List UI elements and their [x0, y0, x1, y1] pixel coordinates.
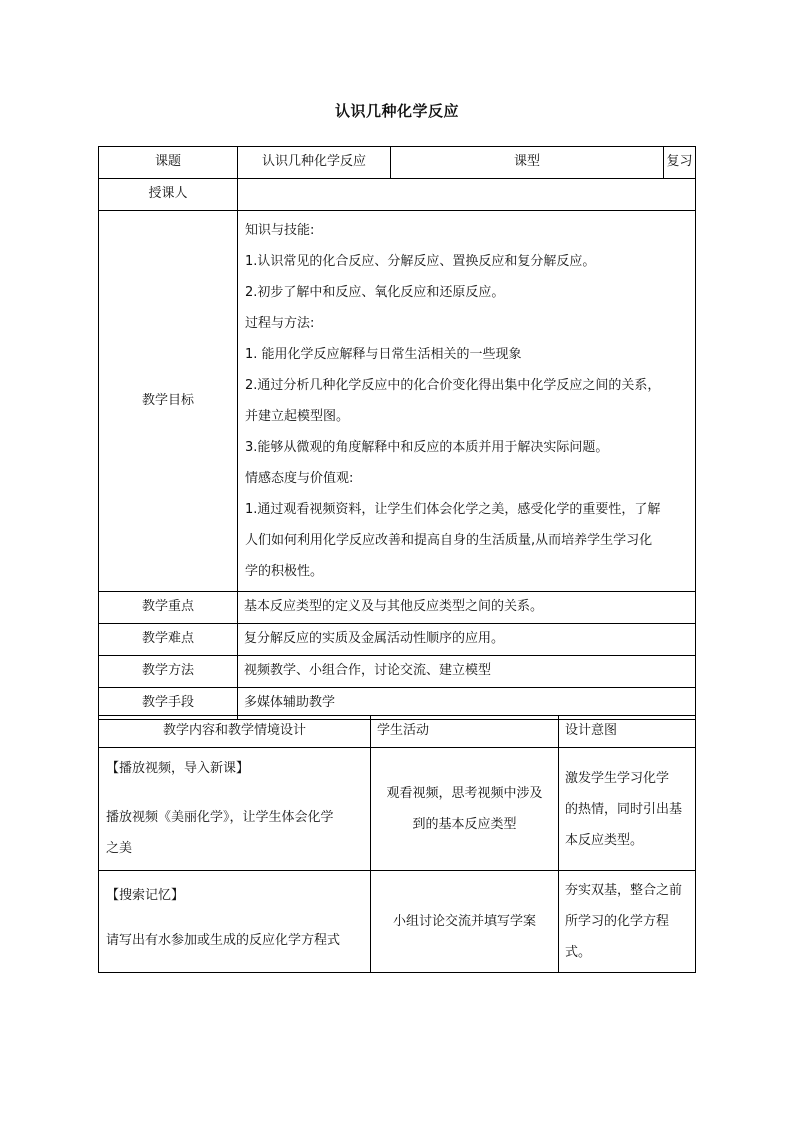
row-key-points: [99, 592, 696, 624]
section-intent: [559, 748, 696, 871]
intent-line: 本反应类型。: [565, 832, 644, 848]
header-intent: 设计意图: [559, 716, 696, 748]
section-activity: [371, 871, 559, 973]
goal-line: 人们如何利用化学反应改善和提高自身的生活质量,从而培养学生学习化: [245, 533, 653, 548]
activity-line: 小组讨论交流并填写学案: [392, 914, 536, 929]
value-type: 复习: [664, 147, 696, 179]
goal-line: 2.初步了解中和反应、氧化反应和还原反应。: [245, 285, 505, 300]
document-title: 认识几种化学反应: [334, 102, 459, 120]
label-teacher: 授课人: [99, 179, 238, 211]
activity-table: [98, 715, 696, 973]
label-topic: 课题: [99, 147, 238, 179]
intent-line: 夯实双基，整合之前: [565, 883, 683, 898]
label-goals: 教学目标: [99, 211, 238, 592]
goal-line: 1.认识常见的化合反应、分解反应、置换反应和复分解反应。: [245, 254, 596, 269]
section-content: [99, 871, 371, 973]
goal-line: 并建立起模型图。: [245, 409, 350, 424]
label-means: 教学手段: [99, 688, 238, 720]
section-body-line: 之美: [106, 841, 133, 856]
goal-line: 2.通过分析几种化学反应中的化合价变化得出集中化学反应之间的关系，: [245, 378, 661, 393]
goal-line: 过程与方法:: [245, 316, 315, 331]
row-methods: [99, 656, 696, 688]
header-activity: 学生活动: [371, 716, 559, 748]
section-intent: [559, 871, 696, 973]
goals-content: [238, 211, 696, 592]
goal-line: 1.通过观看视频资料，让学生们体会化学之美，感受化学的重要性，了解: [245, 502, 661, 517]
section-heading: 【搜索记忆】: [106, 888, 185, 903]
value-difficulties: 复分解反应的实质及金属活动性顺序的应用。: [238, 624, 696, 656]
header-content: 教学内容和教学情境设计: [99, 716, 371, 748]
lesson-plan-table: [98, 146, 696, 720]
section-row: [99, 748, 696, 871]
goal-line: 3.能够从微观的角度解释中和反应的本质并用于解决实际问题。: [245, 440, 609, 455]
section-content: [99, 748, 371, 871]
value-means: 多媒体辅助教学: [238, 688, 696, 720]
label-methods: 教学方法: [99, 656, 238, 688]
intent-line: 激发学生学习化学: [565, 770, 670, 786]
section-row: [99, 871, 696, 973]
row-topic: [99, 147, 696, 179]
row-difficulties: [99, 624, 696, 656]
value-key-points: 基本反应类型的定义及与其他反应类型之间的关系。: [238, 592, 696, 624]
section-activity: [371, 748, 559, 871]
label-type: 课型: [391, 147, 664, 179]
section-body-line: 请写出有水参加或生成的反应化学方程式: [106, 933, 341, 948]
intent-line: 所学习的化学方程: [565, 914, 670, 929]
row-goals: [99, 211, 696, 592]
goal-line: 知识与技能:: [245, 223, 315, 238]
value-teacher: [238, 179, 696, 211]
activity-line: 到的基本反应类型: [412, 817, 517, 832]
goal-line: 1. 能用化学反应解释与日常生活相关的一些现象: [245, 347, 522, 362]
row-teacher: [99, 179, 696, 211]
label-key-points: 教学重点: [99, 592, 238, 624]
section-body-line: 播放视频《美丽化学》，让学生体会化学: [106, 810, 334, 825]
intent-line: 式。: [565, 945, 592, 960]
value-topic: 认识几种化学反应: [238, 147, 391, 179]
section-heading: 【播放视频，导入新课】: [106, 761, 250, 776]
row-section-header: [99, 716, 696, 748]
intent-line: 的热情，同时引出基: [565, 801, 683, 817]
activity-line: 观看视频，思考视频中涉及: [386, 786, 543, 801]
label-difficulties: 教学难点: [99, 624, 238, 656]
goal-line: 学的积极性。: [245, 564, 324, 579]
goal-line: 情感态度与价值观:: [245, 471, 354, 486]
value-methods: 视频教学、小组合作，讨论交流、建立模型: [238, 656, 696, 688]
